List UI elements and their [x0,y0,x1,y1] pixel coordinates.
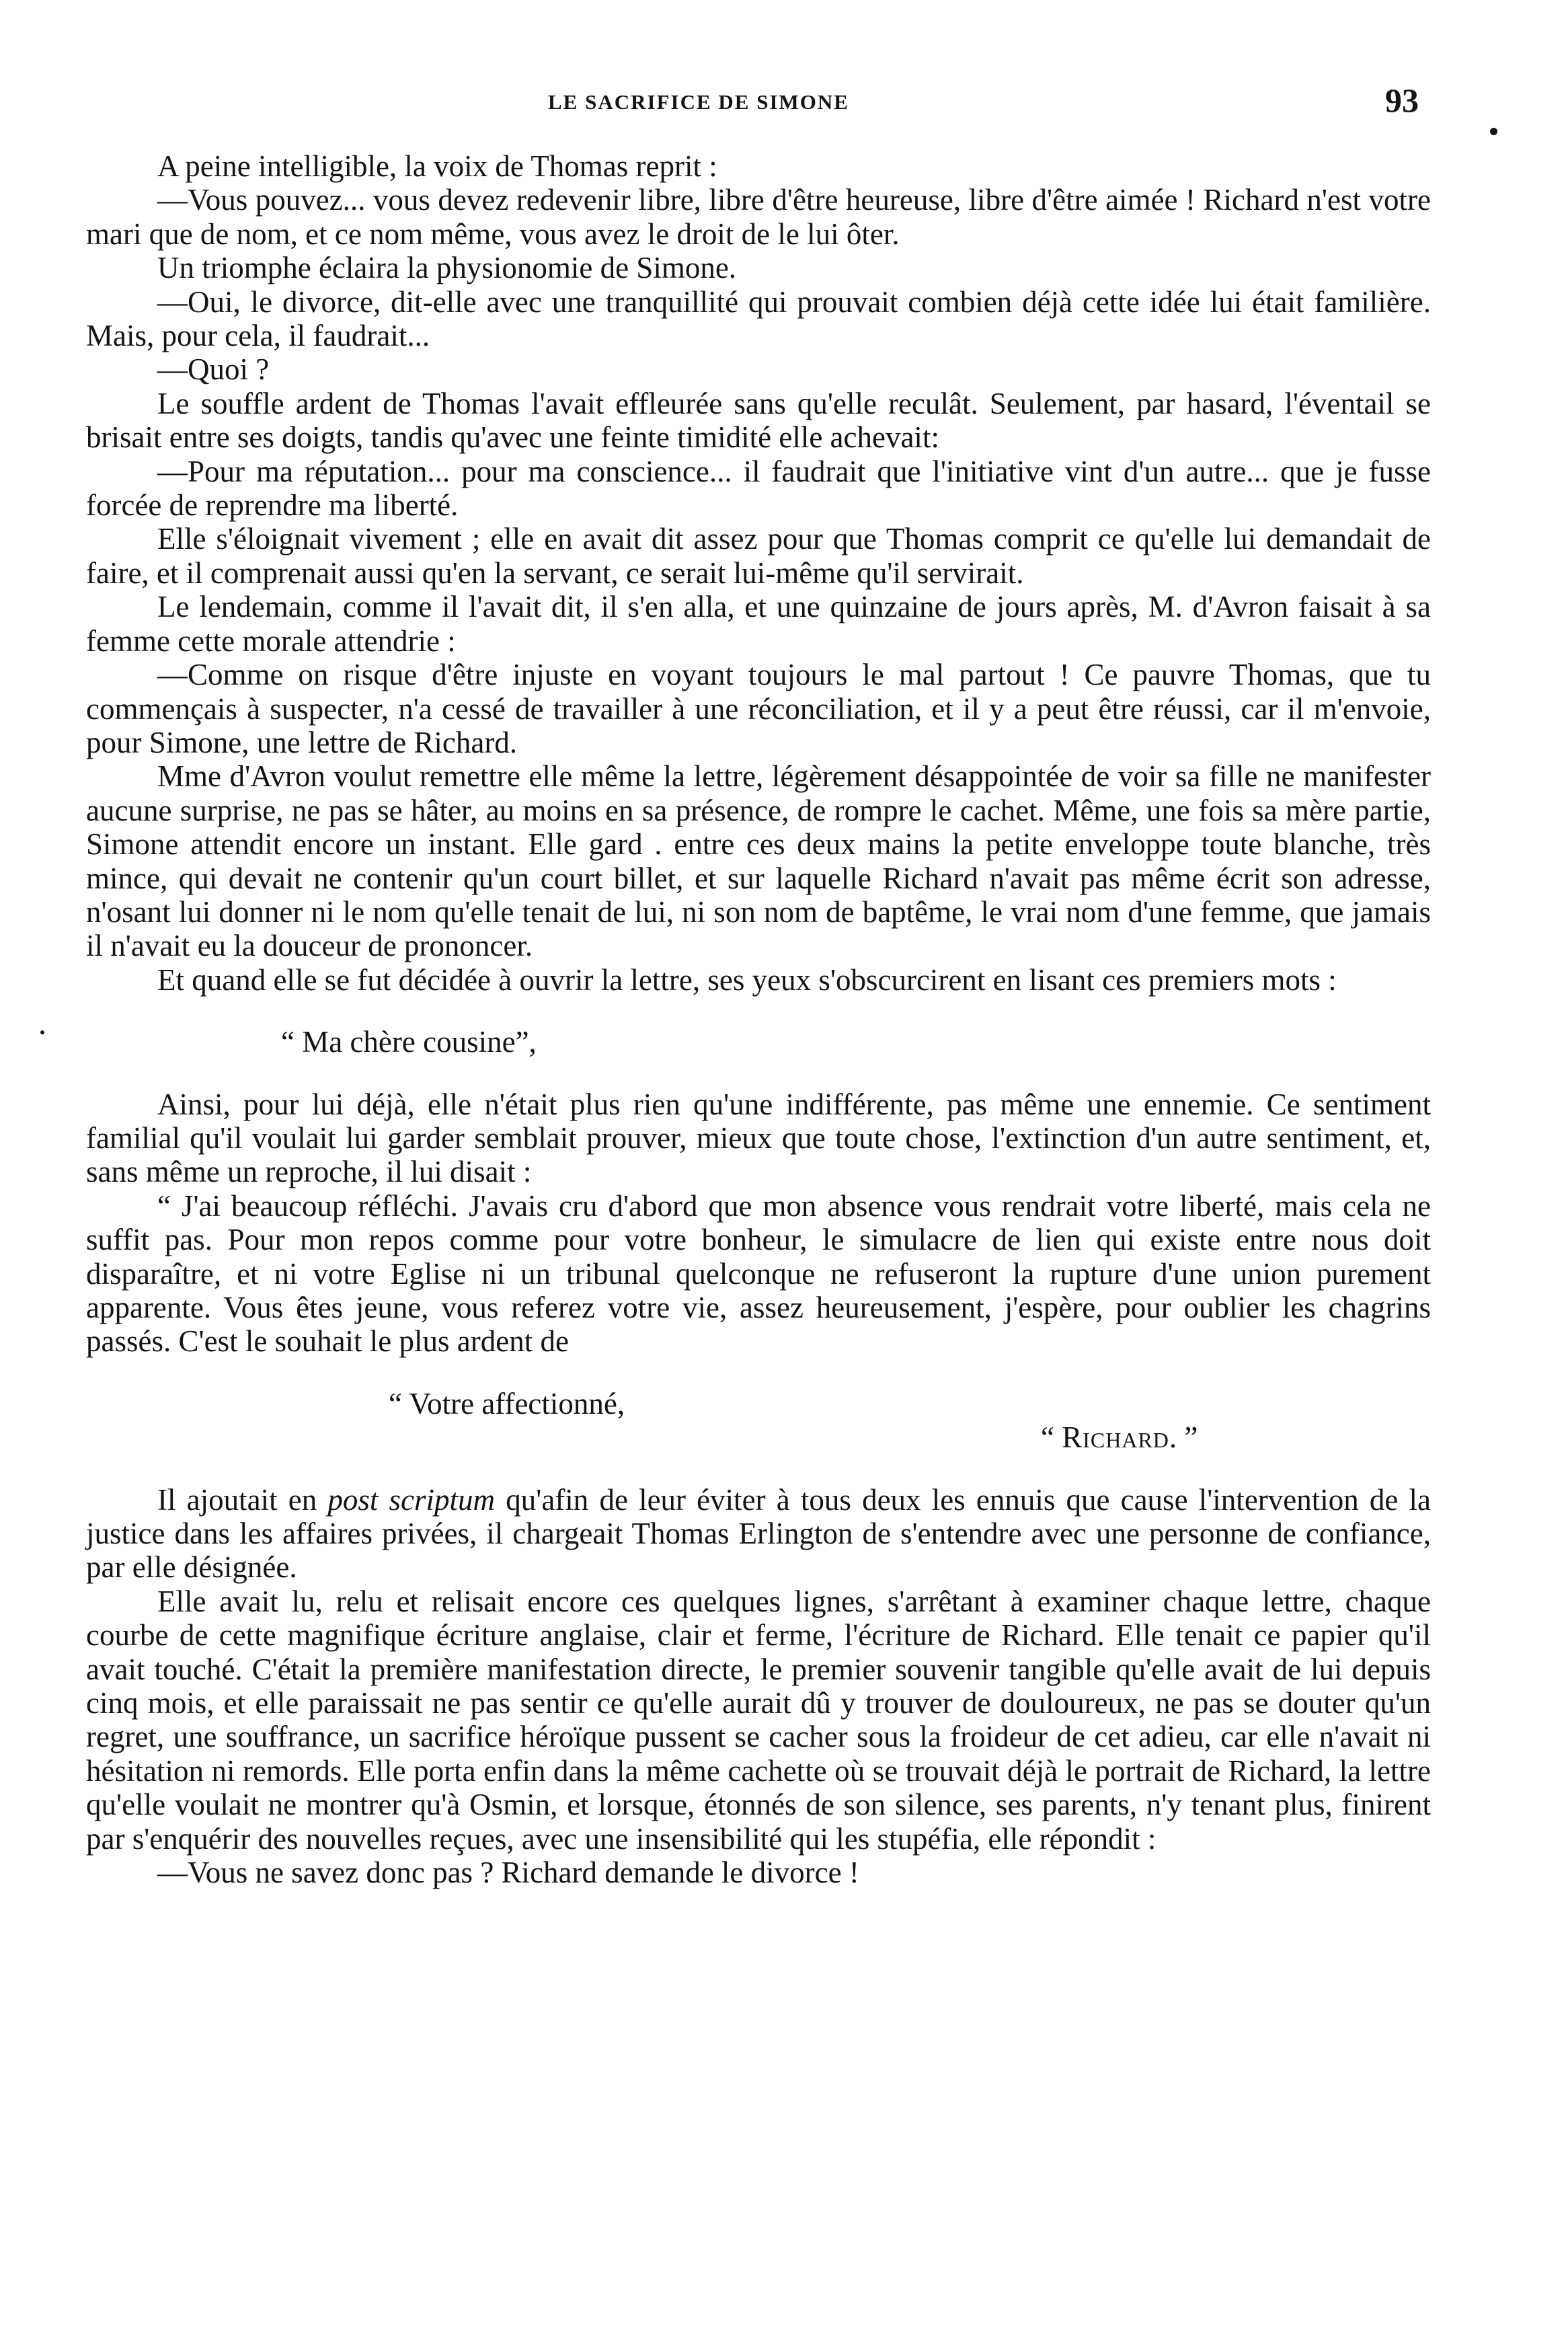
letter-signature [86,1420,1431,1454]
signature-name: Richard [1062,1420,1169,1455]
paragraph: Ainsi, pour lui déjà, elle n'était plus rien qu'une indifférente, pas même une ennemie. Ce sentiment familial qu'il voulait lui garder semblait prouver, mieux que toute chose, l'extinction d'un autre sentiment, et, sans même un reproche, il lui disait : [86,1087,1431,1189]
paragraph: —Oui, le divorce, dit-elle avec une tranquillité qui prouvait combien déjà cette idée lui était familière. Mais, pour cela, il faudrait... [86,284,1431,353]
ink-speck [1490,128,1497,135]
paragraph: —Vous ne savez donc pas ? Richard demande le divorce ! [157,1856,859,1890]
postscript-italic: post scriptum [327,1482,496,1517]
paragraph: Elle s'éloignait vivement ; elle en avait dit assez pour que Thomas comprit ce qu'elle lui demandait de faire, et il comprenait aussi qu'en la servant, ce serait lui-même qu'il servirait. [86,522,1431,590]
postscript-paragraph [86,1483,1431,1585]
paragraph: Mme d'Avron voulut remettre elle même la lettre, légèrement désappointée de voir sa fille ne manifester aucune surprise, ne pas se hâter, au moins en sa présence, de rompre le cachet. Même, une fois sa mère partie, Simone attendit encore un instant. Elle gard . entre ces deux mains la petite enveloppe toute blanche, très mince, qui devait ne contenir qu'un court billet, et sur laquelle Richard n'avait pas même écrit son adresse, n'osant lui donner ni le nom qu'elle tenait de lui, ni son nom de baptême, le vrai nom d'une femme, que jamais il n'avait eu la douceur de prononcer. [86,759,1431,963]
postscript-lead: Il ajoutait en [157,1482,328,1517]
signature-close-quote: . ” [1169,1420,1198,1455]
paragraph: —Pour ma réputation... pour ma conscience... il faudrait que l'initiative vint d'un autre... que je fusse forcée de reprendre ma liberté. [86,454,1431,523]
paragraph: Elle avait lu, relu et relisait encore ces quelques lignes, s'arrêtant à examiner chaque lettre, chaque courbe de cette magnifique écriture anglaise, clair et ferme, l'écriture de Richard. Elle tenait ce papier qu'il avait touché. C'était la première manifestation directe, le premier souvenir tangible qu'elle avait de lui depuis cinq mois, et elle paraissait ne pas sentir ce qu'elle aurait dû y trouver de douloureux, ne pas se douter qu'un regret, une souffrance, un sacrifice héroïque pussent se cacher sous la froideur de cet adieu, car elle n'avait ni hésitation ni remords. Elle porta enfin dans la même cachette où se trouvait déjà le portrait de Richard, la lettre qu'elle voulait ne montrer qu'à Osmin, et lorsque, étonnés de son silence, ses parents, n'y tenant plus, finirent par s'enquérir des nouvelles reçues, avec une insensibilité qui les stupéfia, elle répondit : [86,1584,1431,1856]
letter-salutation: “ Ma chère cousine”, [281,1025,537,1059]
page-header [0,81,1568,126]
paragraph: Un triomphe éclaira la physionomie de Simone. [157,251,737,285]
body-text [86,149,1431,1890]
letter-closing: “ Votre affectionné, [389,1386,625,1420]
ink-speck [40,1030,44,1034]
paragraph: A peine intelligible, la voix de Thomas reprit : [157,149,717,183]
paragraph: Et quand elle se fut décidée à ouvrir la lettre, ses yeux s'obscurcirent en lisant ces premiers mots : [157,962,1337,997]
signature-open-quote: “ [1041,1420,1062,1455]
paragraph: Le souffle ardent de Thomas l'avait effleurée sans qu'elle reculât. Seulement, par hasard, l'éventail se brisait entre ses doigts, tandis qu'avec une feinte timidité elle achevait: [86,386,1431,455]
paragraph: Le lendemain, comme il l'avait dit, il s'en alla, et une quinzaine de jours après, M. d'Avron faisait à sa femme cette morale attendrie : [86,590,1431,658]
postscript-rest: qu'afin de leur éviter à tous deux les ennuis que cause l'intervention de la justice dans les affaires privées, il chargeait Thomas Erlington de s'entendre avec une personne de confiance, par elle désignée. [86,1482,1432,1585]
running-title: LE SACRIFICE DE SIMONE [548,90,849,114]
page-number: 93 [1385,81,1419,119]
paragraph: —Comme on risque d'être injuste en voyant toujours le mal partout ! Ce pauvre Thomas, que tu commençais à suspecter, n'a cessé de travailler à une réconciliation, et il y a peut être réussi, car il m'envoie, pour Simone, une lettre de Richard. [86,658,1431,759]
paragraph: —Quoi ? [157,352,270,387]
paragraph: —Vous pouvez... vous devez redevenir libre, libre d'être heureuse, libre d'être aimée ! Richard n'est votre mari que de nom, et ce nom même, vous avez le droit de le lui ôter. [86,183,1431,251]
letter-body: “ J'ai beaucoup réfléchi. J'avais cru d'abord que mon absence vous rendrait votre liberté, mais cela ne suffit pas. Pour mon repos comme pour votre bonheur, le simulacre de lien qui existe entre nous doit disparaître, et ni votre Eglise ni un tribunal quelconque ne refuseront la rupture d'une union purement apparente. Vous êtes jeune, vous referez votre vie, assez heureusement, j'espère, pour oublier les chagrins passés. C'est le souhait le plus ardent de [86,1188,1431,1359]
